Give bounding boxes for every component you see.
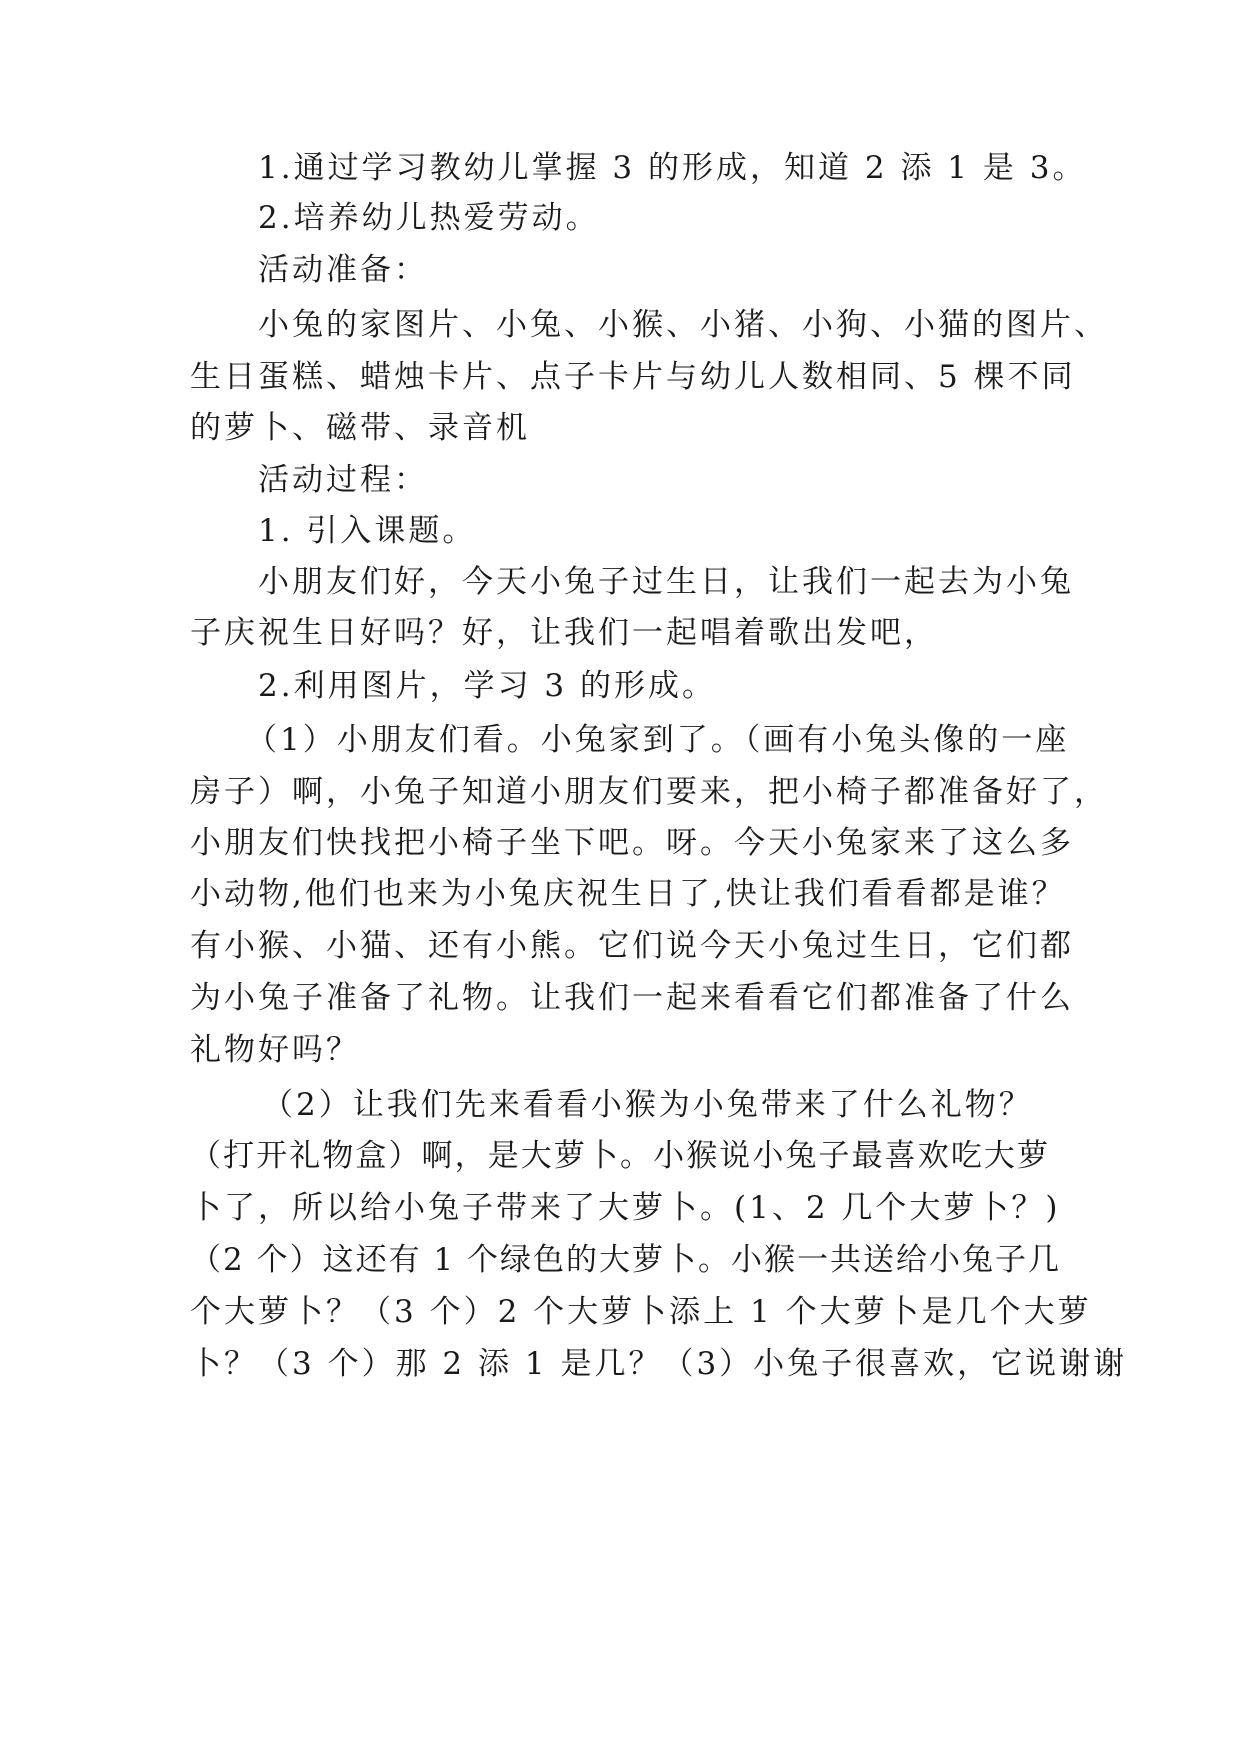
- story-line-7: 礼物好吗？: [190, 1032, 360, 1068]
- gift-line-3: 卜了，所以给小兔子带来了大萝卜。(1、2 几个大萝卜？): [190, 1190, 1061, 1226]
- story-line-5: 有小猴、小猫、还有小熊。它们说今天小兔过生日，它们都: [190, 928, 1074, 964]
- intro-line-1: 小朋友们好，今天小兔子过生日，让我们一起去为小兔: [258, 564, 1074, 600]
- story-line-1: （1）小朋友们看。小兔家到了。（画有小兔头像的一座: [246, 722, 1070, 758]
- preparation-line-2: 生日蛋糕、蜡烛卡片、点子卡片与幼儿人数相同、5 棵不同: [190, 359, 1076, 395]
- step-heading-1: 1. 引入课题。: [258, 513, 477, 549]
- story-line-6: 为小兔子准备了礼物。让我们一起来看看它们都准备了什么: [190, 980, 1074, 1016]
- objective-line-2: 2.培养幼儿热爱劳动。: [258, 200, 600, 236]
- objective-line-1: 1.通过学习教幼儿掌握 3 的形成，知道 2 添 1 是 3。: [258, 150, 1087, 186]
- gift-line-1: （2）让我们先来看看小猴为小兔带来了什么礼物？: [262, 1087, 1033, 1123]
- story-line-3: 小朋友们快找把小椅子坐下吧。呀。今天小兔家来了这么多: [190, 825, 1074, 861]
- intro-line-2: 子庆祝生日好吗？好，让我们一起唱着歌出发吧，: [190, 615, 938, 651]
- section-heading-process: 活动过程：: [258, 462, 428, 498]
- gift-line-6: 卜？（3 个）那 2 添 1 是几？（3）小兔子很喜欢，它说谢谢: [190, 1346, 1128, 1382]
- preparation-line-3: 的萝卜、磁带、录音机: [190, 410, 530, 446]
- gift-line-2: （打开礼物盒）啊，是大萝卜。小猴说小兔子最喜欢吃大萝: [190, 1138, 1050, 1174]
- section-heading-preparation: 活动准备：: [258, 252, 428, 288]
- preparation-line-1: 小兔的家图片、小兔、小猴、小猪、小狗、小猫的图片、: [258, 307, 1108, 343]
- gift-line-4: （2 个）这还有 1 个绿色的大萝卜。小猴一共送给小兔子几: [190, 1242, 1062, 1278]
- story-line-4: 小动物,他们也来为小兔庆祝生日了,快让我们看看都是谁？: [190, 876, 1066, 912]
- story-line-2: 房子）啊，小兔子知道小朋友们要来，把小椅子都准备好了，: [190, 774, 1108, 810]
- step-heading-2: 2.利用图片，学习 3 的形成。: [258, 668, 717, 704]
- gift-line-5: 个大萝卜？（3 个）2 个大萝卜添上 1 个大萝卜是几个大萝: [190, 1294, 1092, 1330]
